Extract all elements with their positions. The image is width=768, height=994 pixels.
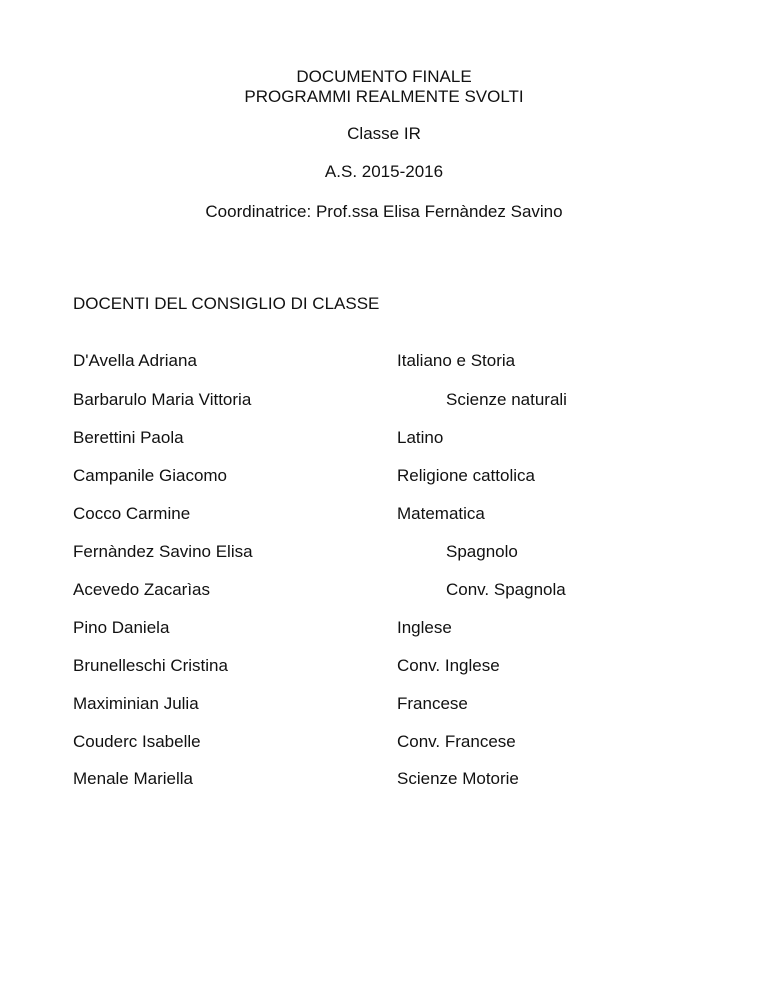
- teacher-name: Cocco Carmine: [73, 504, 191, 523]
- teacher-name: Maximinian Julia: [73, 694, 199, 713]
- teacher-subject: Conv. Inglese: [397, 656, 500, 675]
- list-item: [0, 504, 768, 526]
- list-item: [0, 351, 768, 373]
- teacher-name: Pino Daniela: [73, 618, 170, 637]
- teacher-name: Barbarulo Maria Vittoria: [73, 390, 252, 409]
- section-heading: DOCENTI DEL CONSIGLIO DI CLASSE: [73, 294, 380, 313]
- list-item: [0, 428, 768, 450]
- teacher-subject: Latino: [397, 428, 444, 447]
- document-subtitle: PROGRAMMI REALMENTE SVOLTI: [244, 87, 524, 106]
- coordinator: Coordinatrice: Prof.ssa Elisa Fernàndez Savino: [205, 202, 563, 221]
- class-label: Classe IR: [347, 124, 421, 143]
- list-item: [0, 580, 768, 602]
- teacher-subject: Inglese: [397, 618, 452, 637]
- list-item: [0, 466, 768, 488]
- teacher-subject: Conv. Francese: [397, 732, 516, 751]
- teacher-subject: Religione cattolica: [397, 466, 535, 485]
- school-year: A.S. 2015-2016: [324, 162, 444, 181]
- teacher-subject: Scienze naturali: [446, 390, 567, 409]
- teacher-subject: Conv. Spagnola: [446, 580, 566, 599]
- list-item: [0, 732, 768, 754]
- list-item: [0, 390, 768, 412]
- teacher-subject: Scienze Motorie: [397, 769, 519, 788]
- teacher-subject: Spagnolo: [446, 542, 518, 561]
- teacher-name: Menale Mariella: [73, 769, 193, 788]
- list-item: [0, 542, 768, 564]
- list-item: [0, 769, 768, 791]
- teacher-subject: Francese: [397, 694, 468, 713]
- teacher-name: Acevedo Zacarìas: [73, 580, 211, 599]
- teacher-name: Fernàndez Savino Elisa: [73, 542, 253, 561]
- teacher-name: Brunelleschi Cristina: [73, 656, 228, 675]
- document-title: DOCUMENTO FINALE: [296, 67, 472, 86]
- list-item: [0, 656, 768, 678]
- teacher-name: D'Avella Adriana: [73, 351, 197, 370]
- teacher-name: Couderc Isabelle: [73, 732, 201, 751]
- teacher-subject: Matematica: [397, 504, 485, 523]
- teacher-subject: Italiano e Storia: [397, 351, 516, 370]
- list-item: [0, 694, 768, 716]
- list-item: [0, 618, 768, 640]
- teacher-name: Berettini Paola: [73, 428, 184, 447]
- teacher-name: Campanile Giacomo: [73, 466, 228, 485]
